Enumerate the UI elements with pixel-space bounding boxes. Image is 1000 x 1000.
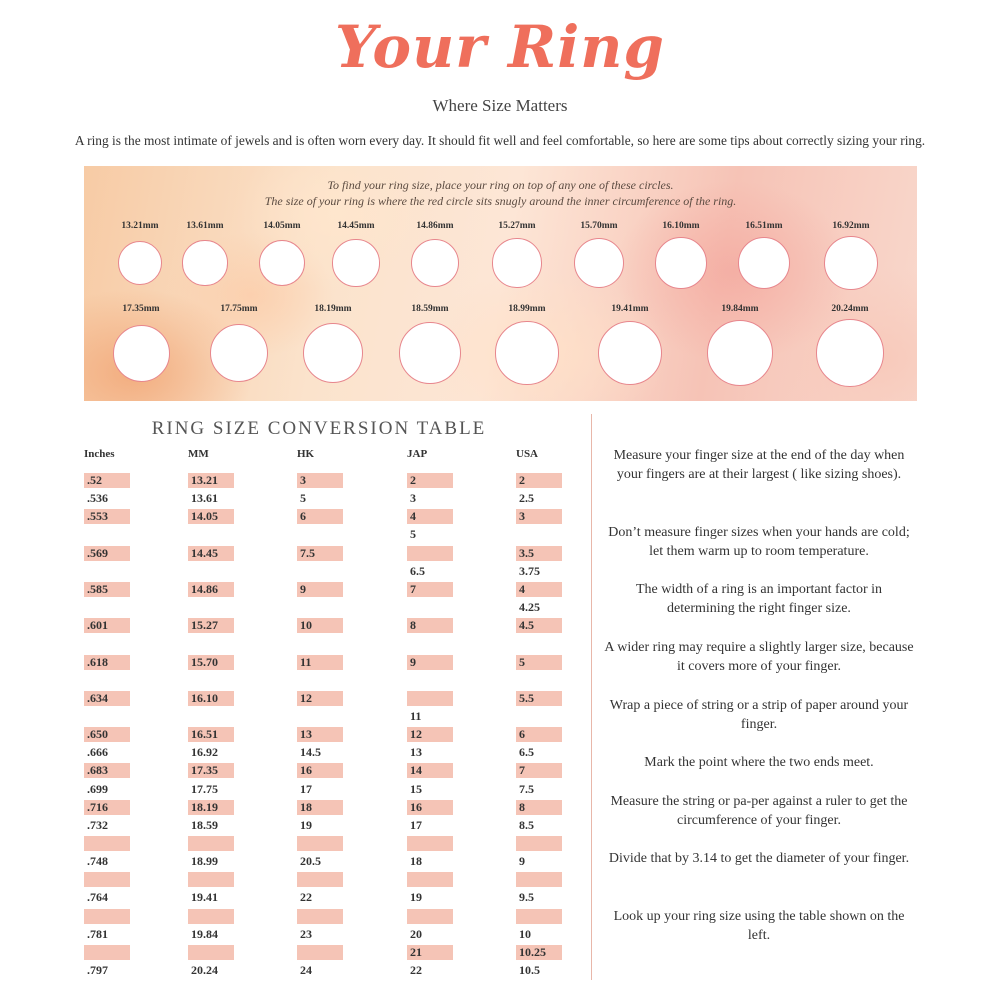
table-cell [407, 691, 453, 706]
table-cell: .732 [87, 817, 108, 832]
table-cell [188, 872, 234, 887]
ring-size-circle [574, 238, 624, 288]
ring-size-label: 17.35mm [122, 304, 160, 314]
table-cell: .553 [84, 509, 130, 524]
ring-size-circle [411, 239, 459, 287]
sizing-tip: The width of a ring is an important factor in determining the right finger size. [635, 582, 883, 617]
ring-size-circle [210, 324, 269, 383]
table-cell: 2.5 [519, 491, 534, 506]
table-cell: 8 [407, 618, 453, 633]
sizing-tip: Wrap a piece of string or a strip of paper around your finger. [609, 698, 909, 733]
table-cell: .716 [84, 800, 130, 815]
sizing-tip: Look up your ring size using the table shown on the left. [613, 909, 905, 944]
table-cell: 16.92 [191, 745, 218, 760]
ring-size-circle [738, 237, 790, 289]
table-cell: 13 [297, 727, 343, 742]
table-cell: 4 [407, 509, 453, 524]
table-cell: .618 [84, 655, 130, 670]
table-cell: .699 [87, 781, 108, 796]
banner-instruction: To find your ring size, place your ring on top of any one of these circles. [327, 178, 674, 192]
ring-size-label: 16.10mm [662, 221, 700, 231]
table-cell: 14.45 [188, 546, 234, 561]
table-cell: 23 [300, 926, 312, 941]
table-cell: 2 [407, 473, 453, 488]
ring-size-label: 16.92mm [832, 221, 870, 231]
table-cell: 16.10 [188, 691, 234, 706]
ring-size-circle [598, 321, 663, 386]
table-cell: 17 [300, 781, 312, 796]
table-cell: 10 [519, 926, 531, 941]
ring-size-label: 18.59mm [411, 304, 449, 314]
table-cell [297, 836, 343, 851]
table-cell: 3 [410, 491, 416, 506]
table-cell: 15.70 [188, 655, 234, 670]
ring-size-circle [113, 325, 170, 382]
sizing-tip: Measure your finger size at the end of the day when your fingers are at their largest ( like sizing shoes). [613, 448, 905, 483]
ring-size-label: 14.45mm [337, 221, 375, 231]
sizing-tip: Measure the string or pa-per against a ruler to get the circumference of your finger. [610, 794, 908, 829]
table-cell: 4 [516, 582, 562, 597]
table-cell: 13.21 [188, 473, 234, 488]
table-cell: 3 [297, 473, 343, 488]
table-cell: 13.61 [191, 491, 218, 506]
table-cell: .569 [84, 546, 130, 561]
sizing-tip: Mark the point where the two ends meet. [644, 755, 874, 770]
table-cell: 14.86 [188, 582, 234, 597]
ring-size-circle [655, 237, 706, 288]
table-cell: 7.5 [297, 546, 343, 561]
table-cell: .781 [87, 926, 108, 941]
sizing-tip: Divide that by 3.14 to get the diameter of your finger. [608, 851, 910, 866]
column-header: MM [188, 448, 209, 460]
table-cell: 18 [297, 800, 343, 815]
intro-paragraph: A ring is the most intimate of jewels and is often worn every day. It should fit well and feel comfortable, so here are some tips about correctly sizing your ring. [74, 133, 926, 148]
table-cell [84, 909, 130, 924]
table-cell: 16 [407, 800, 453, 815]
table-cell: 5.5 [516, 691, 562, 706]
table-cell: 3.75 [519, 563, 540, 578]
column-divider [591, 414, 592, 980]
table-cell: 15.27 [188, 618, 234, 633]
ring-size-circle [495, 321, 558, 384]
table-cell: 10.25 [516, 945, 562, 960]
table-cell [188, 945, 234, 960]
table-cell [84, 872, 130, 887]
table-cell: 16.51 [188, 727, 234, 742]
table-cell: 18.59 [191, 817, 218, 832]
table-cell [516, 836, 562, 851]
table-cell: 14 [407, 763, 453, 778]
table-cell: 8.5 [519, 817, 534, 832]
ring-size-circle [824, 236, 877, 289]
table-cell [516, 909, 562, 924]
table-cell: 3 [516, 509, 562, 524]
table-cell: 22 [410, 963, 422, 978]
column-header: JAP [407, 448, 428, 460]
ring-size-label: 18.99mm [508, 304, 546, 314]
table-cell [407, 909, 453, 924]
ring-size-label: 19.41mm [611, 304, 649, 314]
table-cell [188, 836, 234, 851]
table-cell: 13 [410, 745, 422, 760]
table-cell: 9 [519, 854, 525, 869]
conversion-table-title: RING SIZE CONVERSION TABLE [151, 418, 487, 439]
table-cell [297, 909, 343, 924]
table-cell: 17 [410, 817, 422, 832]
banner-instruction: The size of your ring is where the red circle sits snugly around the inner circumference of the ring. [264, 194, 737, 208]
table-cell: 6.5 [410, 563, 425, 578]
table-cell: 3.5 [516, 546, 562, 561]
table-cell: 5 [300, 491, 306, 506]
page-subtitle: Where Size Matters [432, 96, 568, 115]
table-cell [84, 836, 130, 851]
table-cell [84, 945, 130, 960]
table-cell: 22 [300, 890, 312, 905]
table-cell: 19.84 [191, 926, 218, 941]
table-cell: .536 [87, 491, 108, 506]
table-cell: 20.24 [191, 963, 218, 978]
table-cell: 10.5 [519, 963, 540, 978]
table-cell: 19 [300, 817, 312, 832]
table-cell: 19.41 [191, 890, 218, 905]
ring-size-circle [707, 320, 773, 386]
ring-size-label: 18.19mm [314, 304, 352, 314]
table-cell: 21 [407, 945, 453, 960]
table-cell: 24 [300, 963, 312, 978]
ring-size-circle [816, 319, 884, 387]
ring-size-label: 13.21mm [121, 221, 159, 231]
table-cell: 11 [410, 708, 422, 723]
table-cell: 18.19 [188, 800, 234, 815]
ring-size-label: 13.61mm [186, 221, 224, 231]
table-cell [516, 872, 562, 887]
table-cell: 4.5 [516, 618, 562, 633]
table-cell: 17.35 [188, 763, 234, 778]
table-cell: .650 [84, 727, 130, 742]
table-cell: 20 [410, 926, 422, 941]
ring-size-circle [492, 238, 541, 287]
table-cell: .764 [87, 890, 108, 905]
table-cell: 15 [410, 781, 422, 796]
table-cell: 6 [516, 727, 562, 742]
table-cell: 14.5 [300, 745, 321, 760]
sizing-tip: Don’t measure finger sizes when your hands are cold; let them warm up to room temperature. [608, 525, 910, 560]
table-cell: .748 [87, 854, 108, 869]
table-cell: 12 [297, 691, 343, 706]
table-cell: 9 [407, 655, 453, 670]
table-cell: 10 [297, 618, 343, 633]
column-header: HK [297, 448, 315, 460]
table-cell: 4.25 [519, 600, 540, 615]
table-cell: .666 [87, 745, 108, 760]
table-cell: 6.5 [519, 745, 534, 760]
table-cell: 2 [516, 473, 562, 488]
table-cell: 19 [410, 890, 422, 905]
table-cell: .601 [84, 618, 130, 633]
table-cell [188, 909, 234, 924]
ring-size-label: 15.27mm [498, 221, 536, 231]
table-cell: 20.5 [300, 854, 321, 869]
ring-size-label: 14.05mm [263, 221, 301, 231]
table-cell [407, 872, 453, 887]
ring-size-label: 15.70mm [580, 221, 618, 231]
table-cell: .634 [84, 691, 130, 706]
table-cell: 12 [407, 727, 453, 742]
ring-size-label: 16.51mm [745, 221, 783, 231]
table-cell: 7.5 [519, 781, 534, 796]
table-cell: 17.75 [191, 781, 218, 796]
table-cell [297, 945, 343, 960]
table-cell: .585 [84, 582, 130, 597]
page-title: Your Ring [335, 13, 665, 81]
table-cell: 14.05 [188, 509, 234, 524]
ring-size-circle [332, 239, 379, 286]
table-cell: .797 [87, 963, 108, 978]
table-cell: 7 [407, 582, 453, 597]
ring-size-circle [259, 240, 305, 286]
table-cell: 18 [410, 854, 422, 869]
ring-sizer-banner [84, 166, 917, 401]
ring-size-circle [303, 323, 363, 383]
ring-size-circle [182, 240, 227, 285]
table-cell: 9.5 [519, 890, 534, 905]
table-cell [407, 836, 453, 851]
ring-size-circle [118, 241, 162, 285]
table-cell: 6 [297, 509, 343, 524]
table-cell: .683 [84, 763, 130, 778]
table-cell: 8 [516, 800, 562, 815]
ring-size-label: 14.86mm [416, 221, 454, 231]
table-cell: .52 [84, 473, 130, 488]
table-cell: 16 [297, 763, 343, 778]
table-cell: 5 [410, 527, 416, 542]
sizing-tip: A wider ring may require a slightly larger size, because it covers more of your finger. [604, 640, 914, 675]
table-cell: 11 [297, 655, 343, 670]
table-cell: 5 [516, 655, 562, 670]
table-cell: 18.99 [191, 854, 218, 869]
table-cell: 7 [516, 763, 562, 778]
table-cell [407, 546, 453, 561]
ring-size-label: 17.75mm [220, 304, 258, 314]
table-cell: 9 [297, 582, 343, 597]
column-header: USA [516, 448, 539, 460]
ring-size-circle [399, 322, 461, 384]
ring-size-label: 19.84mm [721, 304, 759, 314]
column-header: Inches [84, 448, 115, 460]
ring-size-label: 20.24mm [831, 304, 869, 314]
table-cell [297, 872, 343, 887]
